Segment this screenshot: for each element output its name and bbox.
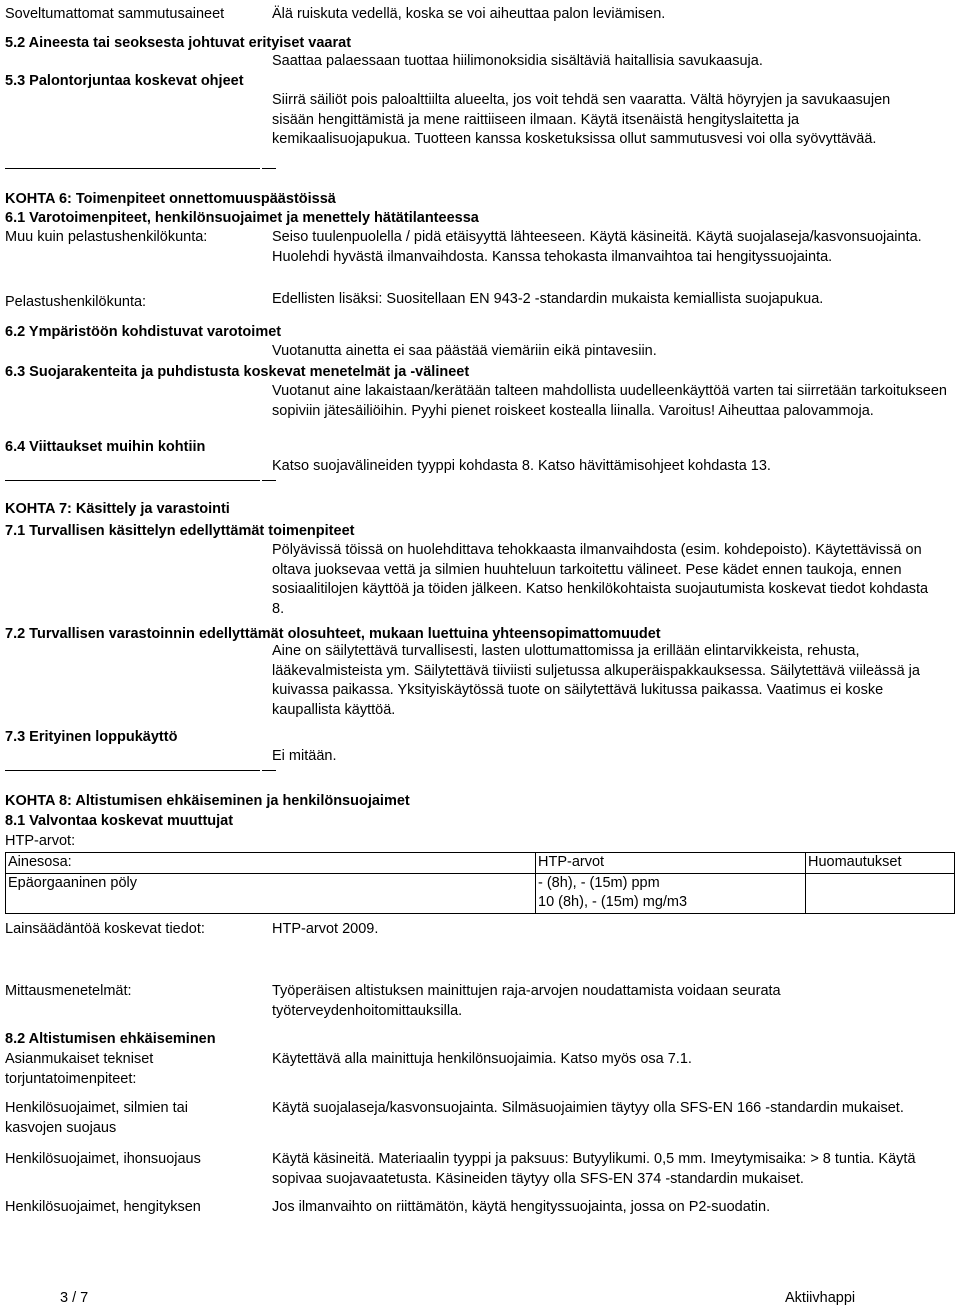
text-6-3: Vuotanut aine lakaistaan/kerätään talteen mahdollista uudelleenkäyttöä varten tai siirretään tarkoitukseen sopiviin jätesäiliöihin. Pyyhi pienet roiskeet kostealla liinalla. Varoitus! Aiheuttaa palovammoja. xyxy=(272,383,947,419)
htp-table xyxy=(5,852,955,914)
divider-tick xyxy=(262,770,276,771)
header-htp: HTP-arvot xyxy=(536,853,806,874)
heading-6-3: 6.3 Suojarakenteita ja puhdistusta koskevat menetelmät ja -välineet xyxy=(5,364,470,380)
heading-8-1: 8.1 Valvontaa koskevat muuttujat xyxy=(5,813,234,829)
heading-5-2: 5.2 Aineesta tai seoksesta johtuvat erityiset vaarat xyxy=(5,35,352,51)
rescue-text: Edellisten lisäksi: Suositellaan EN 943-2 -standardin mukaista kemiallista suojapukua. xyxy=(272,291,824,307)
extinguishing-media-text: Älä ruiskuta vedellä, koska se voi aiheuttaa palon leviämisen. xyxy=(272,6,666,22)
text-5-3: Siirrä säiliöt pois paloalttiilta alueelta, jos voit tehdä sen vaaratta. Vältä höyryjen ja savukaasujen sisään hengittämistä ja mene raittiiseen ilmaan. Käytä itsenäistä hengityslaitetta ja kemikaalisuojapukua. Tuotteen kanssa kosketuksissa ollut sammutusvesi voi olla syövyttävää. xyxy=(272,92,891,147)
header-notes: Huomautukset xyxy=(806,853,955,874)
cell-notes xyxy=(806,873,955,913)
heading-7-1: 7.1 Turvallisen käsittelyn edellyttämät toimenpiteet xyxy=(5,523,355,539)
text-7-1: Pölyävissä töissä on huolehdittava tehokkaasta ilmanvaihdosta (esim. kohdepoisto). Käytettävissä on oltava juoksevaa vettä ja silmien huuhteluun tarkoitettu välineet. Pese kädet ennen taukoja, ennen sosiaalitilojen käyttöä ja töiden jälkeen. Katso henkilökohtaista suojautumista koskevat tiedot kohdasta 8. xyxy=(272,542,929,617)
respiratory-protection-text: Jos ilmanvaihto on riittämätön, käytä hengityssuojainta, jossa on P2-suodatin. xyxy=(272,1199,771,1215)
measurement-text: Työperäisen altistuksen mainittujen raja-arvojen noudattamista voidaan seurata työterveydenhoitomittauksilla. xyxy=(272,983,781,1019)
rescue-label: Pelastushenkilökunta: xyxy=(5,294,147,310)
section-divider xyxy=(5,168,260,169)
legislation-label: Lainsäädäntöä koskevat tiedot: xyxy=(5,921,205,937)
section-6-title: KOHTA 6: Toimenpiteet onnettomuuspäästöissä xyxy=(5,191,336,207)
skin-protection-label: Henkilösuojaimet, ihonsuojaus xyxy=(5,1151,201,1167)
text-6-4: Katso suojavälineiden tyyppi kohdasta 8. Katso hävittämisohjeet kohdasta 13. xyxy=(272,458,771,474)
product-name: Aktiivhappi xyxy=(785,1290,856,1306)
text-7-3: Ei mitään. xyxy=(272,748,337,764)
heading-6-2: 6.2 Ympäristöön kohdistuvat varotoimet xyxy=(5,324,282,340)
heading-5-3: 5.3 Palontorjuntaa koskevat ohjeet xyxy=(5,73,244,89)
legislation-value: HTP-arvot 2009. xyxy=(272,921,379,937)
skin-protection-text: Käytä käsineitä. Materiaalin tyyppi ja paksuus: Butyylikumi. 0,5 mm. Imeytymisaika: > 8 tuntia. Käytä sopivaa suojavaatetusta. Käsineiden täytyy olla SFS-EN 374 -standardin mukaiset. xyxy=(272,1151,916,1187)
cell-htp xyxy=(536,873,806,913)
heading-6-4: 6.4 Viittaukset muihin kohtiin xyxy=(5,439,206,455)
eye-protection-text: Käytä suojalaseja/kasvonsuojainta. Silmäsuojaimien täytyy olla SFS-EN 166 -standardin mukaiset. xyxy=(272,1100,904,1116)
cell-substance: Epäorgaaninen pöly xyxy=(6,873,536,913)
divider-tick xyxy=(262,480,276,481)
text-5-2: Saattaa palaessaan tuottaa hiilimonoksidia sisältäviä haitallisia savukaasuja. xyxy=(272,53,763,69)
heading-7-2: 7.2 Turvallisen varastoinnin edellyttämät olosuhteet, mukaan luettuina yhteensopimattomuudet xyxy=(5,626,661,642)
technical-controls-text: Käytettävä alla mainittuja henkilönsuojaimia. Katso myös osa 7.1. xyxy=(272,1051,692,1067)
measurement-label: Mittausmenetelmät: xyxy=(5,983,132,999)
htp-value-ppm: - (8h), - (15m) ppm xyxy=(538,874,660,891)
divider-tick xyxy=(262,168,276,169)
eye-protection-label: Henkilösuojaimet, silmien tai kasvojen suojaus xyxy=(5,1100,188,1136)
non-rescue-label: Muu kuin pelastushenkilökunta: xyxy=(5,229,208,245)
extinguishing-media-label: Soveltumattomat sammutusaineet xyxy=(5,6,225,22)
section-8-title: KOHTA 8: Altistumisen ehkäiseminen ja henkilönsuojaimet xyxy=(5,793,410,809)
page-number: 3 / 7 xyxy=(60,1290,89,1306)
table-header-row xyxy=(6,853,955,874)
htp-values-label: HTP-arvot: xyxy=(5,833,76,849)
heading-8-2: 8.2 Altistumisen ehkäiseminen xyxy=(5,1031,216,1047)
header-substance: Ainesosa: xyxy=(6,853,536,874)
text-7-2: Aine on säilytettävä turvallisesti, lasten ulottumattomissa ja erillään elintarvikkeista, rehusta, lääkevalmisteista ym. Säilytettävä tiiviisti suljetussa alkuperäispakkauksessa. Säilytettävä viileässä ja kuivassa paikassa. Yksityiskäytössä tuote on säilytettävä lukitussa paikassa. Vaatimus ei koske kaupallista käyttöä. xyxy=(272,643,920,718)
respiratory-protection-label: Henkilösuojaimet, hengityksen xyxy=(5,1199,201,1215)
section-divider xyxy=(5,770,260,771)
section-divider xyxy=(5,480,260,481)
text-6-2: Vuotanutta ainetta ei saa päästää viemäriin eikä pintavesiin. xyxy=(272,343,657,359)
technical-controls-label: Asianmukaiset tekniset torjuntatoimenpiteet: xyxy=(5,1051,154,1087)
table-row xyxy=(6,873,955,913)
heading-6-1: 6.1 Varotoimenpiteet, henkilönsuojaimet ja menettely hätätilanteessa xyxy=(5,210,479,226)
htp-value-mgm3: 10 (8h), - (15m) mg/m3 xyxy=(538,894,688,910)
heading-7-3: 7.3 Erityinen loppukäyttö xyxy=(5,729,178,745)
non-rescue-text: Seiso tuulenpuolella / pidä etäisyyttä lähteeseen. Käytä käsineitä. Käytä suojalaseja/kasvonsuojainta. Huolehdi hyvästä ilmanvaihdosta. Kanssa tehokasta ilmanvaihtoa tai hengityssuojainta. xyxy=(272,229,922,265)
section-7-title: KOHTA 7: Käsittely ja varastointi xyxy=(5,501,230,517)
